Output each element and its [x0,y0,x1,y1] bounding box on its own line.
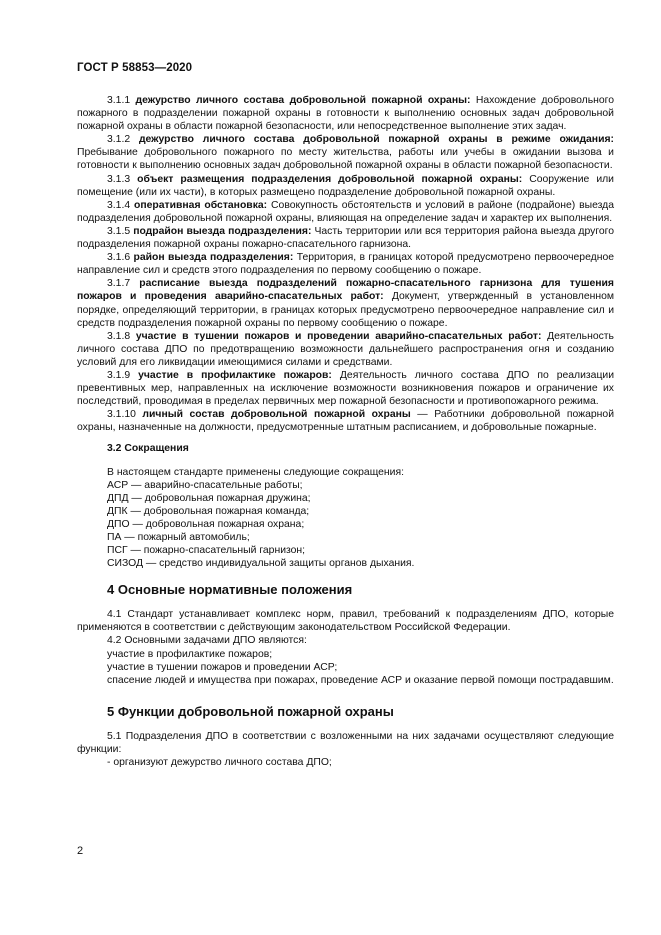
term-name: дежурство личного состава добровольной пожарной охраны в режиме ожидания: [138,134,614,146]
page-number: 2 [77,845,84,857]
term-text: Документ, утвержденный в установленном порядке, определяющий территории, в границах которых предусмотрено первоочередное направление сил и средств подразделения пожарной охраны по первому сообщению о пожаре. [77,291,615,329]
term-definition [77,251,614,277]
term-number: 3.1.5 [107,225,131,237]
abbrev-item: СИЗОД — средство индивидуальной защиты органов дыхания. [107,558,415,570]
term-name: район выезда подразделения: [133,252,294,264]
term-name: участие в профилактике пожаров: [138,369,332,381]
term-number: 3.1.7 [107,278,131,290]
term-name: расписание выезда подразделений пожарно-спасательного гарнизона для тушения пожаров и проведения аварийно-спасательных работ: [77,278,614,303]
standard-header: ГОСТ Р 58853—2020 [77,62,193,74]
term-name: участие в тушении пожаров и проведении аварийно-спасательных работ: [135,330,542,342]
section-4-item: участие в тушении пожаров и проведении АСР; [107,661,338,673]
terms-list [77,94,614,434]
term-number: 3.1.8 [107,330,131,342]
term-text: Нахождение добровольного пожарного в подразделении пожарной охраны в готовности к выполнению основных задач добровольной пожарной охраны в области пожарной безопасности, или непосредственное выполнение этих задач. [77,95,615,133]
term-number: 3.1.10 [107,409,136,421]
term-definition [77,199,614,225]
term-definition [77,330,614,369]
section-4-2: 4.2 Основными задачами ДПО являются: [107,635,307,647]
section-4-1: 4.1 Стандарт устанавливает комплекс норм, правил, требований к подразделениям ДПО, которые применяются в соответствии с действующим законодательством Российской Федерации. [77,609,614,634]
term-text: Совокупность обстоятельств и условий в районе (подрайоне) выезда подразделения добровольной пожарной охраны, влияющая на определение задач и характер их выполнения. [77,199,615,224]
abbrev-intro: В настоящем стандарте применены следующие сокращения: [107,466,404,478]
term-name: дежурство личного состава добровольной пожарной охраны: [135,95,471,106]
term-number: 3.1.3 [107,173,131,185]
section-5-1: 5.1 Подразделения ДПО в соответствии с возложенными на них задачами осуществляют следующие функции: [77,730,614,755]
section-5-title: 5 Функции добровольной пожарной охраны [107,703,394,719]
term-number: 3.1.6 [107,252,131,264]
term-definition [77,225,614,251]
term-text: Территория, в границах которой предусмотрено первоочередное направление сил и средств этого подразделения по первому сообщению о пожаре. [77,252,614,277]
abbrev-item: ДПО — добровольная пожарная охрана; [107,518,305,530]
term-number: 3.1.2 [107,134,131,146]
abbrev-list [77,479,614,571]
term-text: Пребывание добровольного пожарного по месту жительства, работы или учебы в ожидании вызова и готовности к выполнению основных задач добровольной пожарной охраны в области пожарной безопасности. [77,147,614,172]
section-4-item: участие в профилактике пожаров; [107,648,273,660]
term-text: Деятельность личного состава ДПО по реализации превентивных мер, направленных на исключение возможности возникновения пожаров и ограничение их последствий, проводимая в пределах первичных мер пожарной безопасности и противопожарного режима. [77,369,615,408]
term-text: Сооружение или помещение (или их части), в которых размещено подразделение добровольной пожарной охраны. [77,173,614,198]
abbrev-title: 3.2 Сокращения [107,443,189,455]
term-name: оперативная обстановка: [134,199,268,211]
term-definition [77,133,614,172]
abbrev-item: АСР — аварийно-спасательные работы; [107,479,303,491]
term-name: личный состав добровольной пожарной охраны [142,409,411,421]
abbrev-item: ДПД — добровольная пожарная дружина; [107,492,311,504]
abbrev-item: ПА — пожарный автомобиль; [107,532,250,543]
term-number: 3.1.9 [107,369,131,381]
document-body [77,94,614,769]
term-number: 3.1.4 [107,199,131,211]
section-4-title: 4 Основные нормативные положения [107,582,353,598]
abbrev-item: ДПК — добровольная пожарная команда; [107,505,310,517]
term-number: 3.1.1 [107,95,131,106]
term-definition [77,277,614,329]
section-4-item-3: спасение людей и имущества при пожарах, проведение АСР и оказание первой помощи пострадавшим. [107,674,614,686]
term-definition [77,173,614,199]
term-text: Деятельность личного состава ДПО по предотвращению возможности дальнейшего распространения огня и созданию условий для его ликвидации имеющимися силами и средствами. [77,330,614,368]
term-definition [77,369,614,408]
term-name: объект размещения подразделения добровольной пожарной охраны: [137,173,523,185]
term-text: — Работники добровольной пожарной охраны, назначенные на должности, предусмотренные штатным расписанием, и добровольные пожарные. [77,409,615,434]
abbrev-item: ПСГ — пожарно-спасательный гарнизон; [107,545,306,557]
term-definition [77,408,614,434]
term-name: подрайон выезда подразделения: [133,225,312,237]
term-definition [77,94,614,133]
term-text: Часть территории или вся территория района выезда другого подразделения пожарной охраны пожарно-спасательного гарнизона. [77,225,615,251]
section-4-list [77,648,614,674]
section-5-item-1: - организуют дежурство личного состава ДПО; [107,757,332,769]
